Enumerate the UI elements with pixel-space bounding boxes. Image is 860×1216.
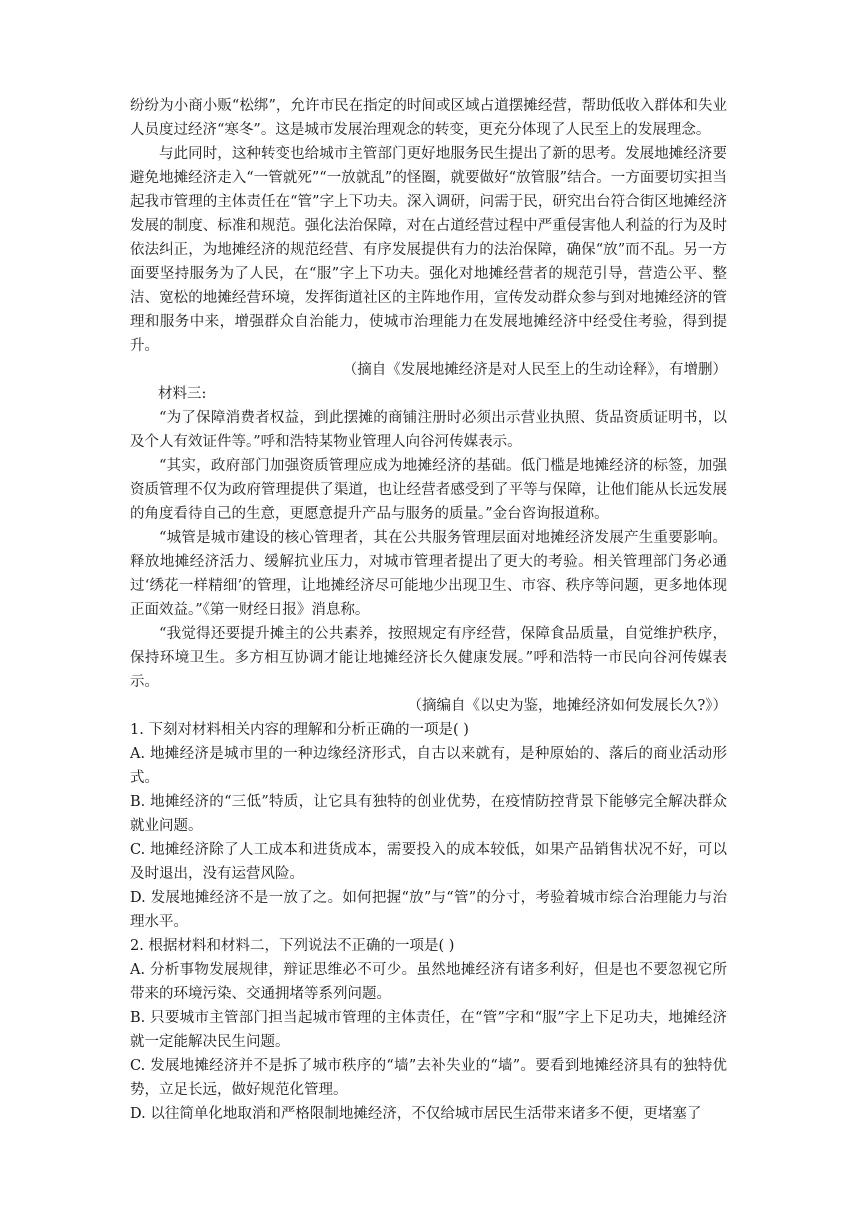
paragraph-material-two-end: 纷纷为小商小贩“松绑”，允许市民在指定的时间或区域占道摆摊经营，帮助低收入群体和失业人员度过经济“寒冬”。这是城市发展治理观念的转变，更充分体现了人民至上的发展理念。 [130, 98, 727, 138]
source-citation-material-three: （摘编自《以史为鉴，地摊经济如何发展长久?》） [407, 698, 727, 714]
question-1-option-c: C. 地摊经济除了人工成本和进货成本，需要投入的成本较低，如果产品销售状况不好，可以及时退出，没有运营风险。 [130, 842, 727, 882]
material-three-label: 材料三: [158, 386, 207, 402]
document-body [130, 94, 727, 1126]
question-1-option-d: D. 发展地摊经济不是一放了之。如何把握“放”与“管”的分寸，考验着城市综合治理能力与治理水平。 [130, 890, 727, 930]
paragraph-qualification-management: “其实，政府部门加强资质管理应成为地摊经济的基础。低门槛是地摊经济的标签，加强资质管理不仅为政府管理提供了渠道，也让经营者感受到了平等与保障，让他们能从长远发展的角度看待自己的生意，更愿意提升产品与服务的质量。”金台咨询报道称。 [130, 458, 727, 522]
question-1-option-b: B. 地摊经济的“三低”特质，让它具有独特的创业优势，在疫情防控背景下能够完全解决群众就业问题。 [130, 794, 727, 834]
question-2-option-d: D. 以往简单化地取消和严格限制地摊经济，不仅给城市居民生活带来诸多不便，更堵塞了 [130, 1106, 702, 1122]
question-2-option-b: B. 只要城市主管部门担当起城市管理的主体责任，在“管”字和“服”字上下足功夫，地摊经济就一定能解决民生问题。 [130, 1010, 727, 1050]
question-2-stem: 2. 根据材料和材料二，下列说法不正确的一项是( ) [130, 938, 455, 954]
question-1-stem: 1. 下刻对材料相关内容的理解和分析正确的一项是( ) [130, 722, 469, 738]
source-citation-material-two: （摘自《发展地摊经济是对人民至上的生动诠释》，有增删） [342, 362, 727, 378]
question-1-option-a: A. 地摊经济是城市里的一种边缘经济形式，自古以来就有，是种原始的、落后的商业活动形式。 [130, 746, 727, 786]
question-2-option-a: A. 分析事物发展规律，辩证思维必不可少。虽然地摊经济有诸多利好，但是也不要忽视它所带来的环境污染、交通拥堵等系列问题。 [130, 962, 727, 1002]
paragraph-public-quality: “我觉得还要提升摊主的公共素养，按照规定有序经营，保障食品质量，自觉维护秩序，保持环境卫生。多方相互协调才能让地摊经济长久健康发展。”呼和浩特一市民向谷河传媒表示。 [130, 626, 727, 690]
paragraph-management-thinking: 与此同时，这种转变也给城市主管部门更好地服务民生提出了新的思考。发展地摊经济要避免地摊经济走入“一管就死”“一放就乱”的怪圈，就要做好“放管服”结合。一方面要切实担当起我市管理的主体责任在“管”字上下功夫。深入调研，问需于民，研究出台符合街区地摊经济发展的制度、标准和规范。强化法治保障，对在占道经营过程中严重侵害他人利益的行为及时依法纠正，为地摊经济的规范经营、有序发展提供有力的法治保障，确保“放”而不乱。另一方面要坚持服务为了人民，在“服”字上下功夫。强化对地摊经营者的规范引导，营造公平、整洁、宽松的地摊经营环境，发挥街道社区的主阵地作用，宣传发动群众参与到对地摊经济的管理和服务中来，增强群众自治能力，使城市治理能力在发展地摊经济中经受住考验，得到提升。 [130, 146, 727, 354]
question-2-option-c: C. 发展地摊经济并不是拆了城市秩序的“墙”去补失业的“墙”。要看到地摊经济具有的独特优势，立足长远，做好规范化管理。 [130, 1058, 727, 1098]
paragraph-consumer-rights: “为了保障消费者权益，到此摆摊的商铺注册时必须出示营业执照、货品资质证明书，以及个人有效证件等。”呼和浩特某物业管理人向谷河传媒表示。 [130, 410, 727, 450]
paragraph-urban-management: “城管是城市建设的核心管理者，其在公共服务管理层面对地摊经济发展产生重要影响。释放地摊经济活力、缓解抗业压力，对城市管理者提出了更大的考验。相关管理部门务必通过‘绣花一样精细’的管理，让地摊经济尽可能地少出现卫生、市容、秩序等问题，更多地体现正面效益。”《第一财经日报》消息称。 [130, 530, 727, 618]
